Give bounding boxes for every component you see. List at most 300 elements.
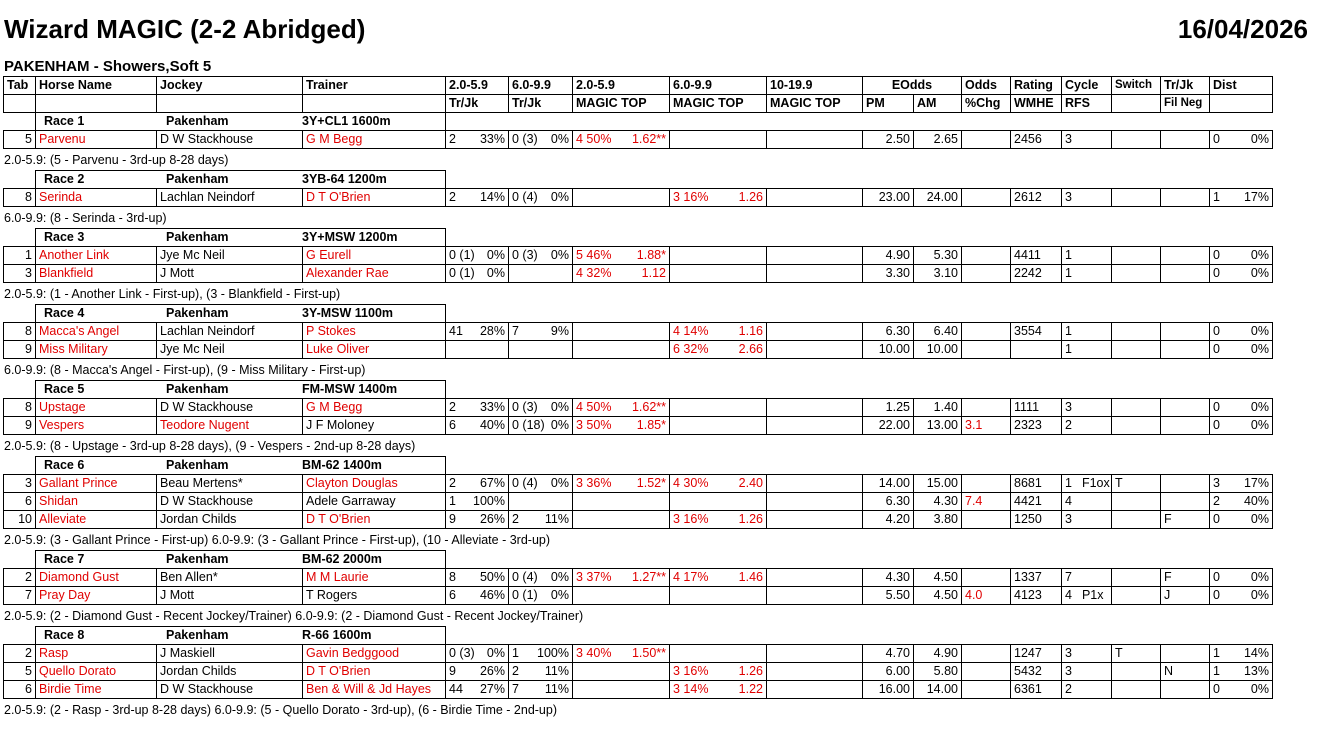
trainer-name: T Rogers xyxy=(306,588,358,602)
switch-cell xyxy=(1111,644,1161,663)
chg-cell xyxy=(961,322,1011,341)
m3-cell xyxy=(766,188,863,207)
am-odds: 4.50 xyxy=(933,570,958,584)
m3-cell xyxy=(766,130,863,149)
race-class-label: 3Y+MSW 1200m xyxy=(302,230,398,244)
pm-odds: 1.25 xyxy=(885,400,910,414)
jockey-cell xyxy=(156,662,303,681)
chg-cell xyxy=(961,492,1011,511)
fil-neg-value: F xyxy=(1164,570,1172,584)
tj2-pct: 11% xyxy=(544,664,569,678)
horse-cell xyxy=(35,680,157,699)
switch-cell xyxy=(1111,130,1161,149)
page-date: 16/04/2026 xyxy=(1177,14,1308,44)
m1-value: 1.12 xyxy=(641,266,666,280)
race-number: Race 7 xyxy=(44,552,85,566)
header-cell xyxy=(1061,94,1112,113)
tj1-pct: 26% xyxy=(479,664,505,678)
tab-number: 5 xyxy=(25,664,32,678)
fil-neg-value: N xyxy=(1164,664,1174,678)
race-number: Race 5 xyxy=(44,382,85,396)
am-cell xyxy=(913,130,962,149)
horse-cell xyxy=(35,246,157,265)
fil-neg-value: F xyxy=(1164,512,1172,526)
header-label: 10-19.9 xyxy=(770,78,813,92)
m3-rank xyxy=(770,131,810,148)
fil-cell xyxy=(1160,662,1210,681)
race-note: 2.0-5.9: (1 - Another Link - First-up), (3 - Blankfield - First-up) xyxy=(4,287,341,301)
am-odds: 4.50 xyxy=(933,588,958,602)
horse-name: Diamond Gust xyxy=(39,570,119,584)
tj1-count: 41 xyxy=(449,324,463,338)
tj2-pct: 100% xyxy=(537,646,569,660)
tj1-cell xyxy=(445,246,509,265)
tj1-pct: 28% xyxy=(479,324,505,338)
trainer-cell xyxy=(302,644,446,663)
tj1-count: 0 (1) xyxy=(449,266,475,280)
race-class-label: 3Y-MSW 1100m xyxy=(302,306,394,320)
rating-value: 6361 xyxy=(1014,682,1042,696)
m2-cell xyxy=(669,568,767,587)
tj2-count: 0 (3) xyxy=(512,132,538,146)
m1-rank: 3 40% xyxy=(576,646,612,660)
horse-cell xyxy=(35,474,157,493)
pm-odds: 6.30 xyxy=(885,494,910,508)
fil-cell xyxy=(1160,416,1210,435)
runner-row xyxy=(4,493,1273,511)
dist-pct: 0% xyxy=(1250,342,1269,356)
tj1-count: 44 xyxy=(449,682,463,696)
switch-cell xyxy=(1111,188,1161,207)
runner-row xyxy=(4,569,1273,587)
m2-cell xyxy=(669,510,767,529)
header-cell xyxy=(1209,76,1273,95)
cycle-cell xyxy=(1061,662,1112,681)
trainer-name: Gavin Bedggood xyxy=(306,646,400,660)
tj1-count: 9 xyxy=(449,512,456,526)
rating-value: 4421 xyxy=(1014,494,1042,508)
m2-rank: 6 32% xyxy=(673,342,709,356)
jockey-cell xyxy=(156,492,303,511)
m2-rank: 3 16% xyxy=(673,664,709,678)
horse-name: Miss Military xyxy=(39,342,108,356)
m1-cell xyxy=(572,264,670,283)
tab-number: 1 xyxy=(25,248,32,262)
cycle-cell xyxy=(1061,474,1112,493)
m2-cell xyxy=(669,246,767,265)
pm-odds: 16.00 xyxy=(878,682,910,696)
header-label: Tr/Jk xyxy=(449,96,479,110)
tab-number: 6 xyxy=(25,494,32,508)
tj2-cell xyxy=(508,340,573,359)
header-cell xyxy=(3,94,36,113)
trainer-cell xyxy=(302,680,446,699)
tj1-pct: 40% xyxy=(479,418,505,432)
am-odds: 24.00 xyxy=(926,190,958,204)
tj1-cell xyxy=(445,322,509,341)
am-cell xyxy=(913,188,962,207)
header-label: EOdds xyxy=(891,78,933,92)
m3-cell xyxy=(766,568,863,587)
trainer-cell xyxy=(302,340,446,359)
m1-cell xyxy=(572,340,670,359)
header-cell xyxy=(1160,94,1210,113)
m3-cell xyxy=(766,644,863,663)
tj1-count: 0 (1) xyxy=(449,248,475,262)
rating-value: 3554 xyxy=(1014,324,1042,338)
jockey-cell xyxy=(156,398,303,417)
jockey-cell xyxy=(156,680,303,699)
m3-cell xyxy=(766,586,863,605)
header-label: WMHE xyxy=(1014,96,1054,110)
header-label: Tab xyxy=(7,78,29,92)
am-odds: 15.00 xyxy=(926,476,958,490)
tj2-count: 2 xyxy=(512,512,519,526)
tj1-count: 2 xyxy=(449,132,456,146)
m2-value: 1.26 xyxy=(738,664,763,678)
race-header-spacer xyxy=(3,112,36,131)
header-label: Tr/Jk xyxy=(1164,78,1194,92)
race-note: 2.0-5.9: (5 - Parvenu - 3rd-up 8-28 days) xyxy=(4,153,229,167)
race-header-spacer xyxy=(3,170,36,189)
dist-count: 0 xyxy=(1213,570,1220,584)
race-class xyxy=(302,626,446,645)
m3-cell xyxy=(766,662,863,681)
tab-cell xyxy=(3,586,36,605)
race-venue xyxy=(156,170,303,189)
trainer-name: D T O'Brien xyxy=(306,512,371,526)
jockey-cell xyxy=(156,188,303,207)
tj1-pct: 100% xyxy=(473,494,505,508)
m3-rank xyxy=(770,645,810,662)
horse-name: Pray Day xyxy=(39,588,91,602)
rating-cell xyxy=(1010,474,1062,493)
m1-value: 1.62** xyxy=(631,400,666,414)
rfs-value: F1ox xyxy=(1081,476,1110,490)
trainer-cell xyxy=(302,130,446,149)
trainer-cell xyxy=(302,510,446,529)
header-label: Horse Name xyxy=(39,78,112,92)
m3-rank xyxy=(770,569,810,586)
fil-cell xyxy=(1160,264,1210,283)
m1-rank: 3 37% xyxy=(576,570,612,584)
header-label: Dist xyxy=(1213,78,1237,92)
pm-cell xyxy=(862,644,914,663)
race-label xyxy=(35,304,157,323)
runner-row xyxy=(4,511,1273,529)
horse-name: Macca's Angel xyxy=(39,324,120,338)
tab-number: 9 xyxy=(25,342,32,356)
tj1-pct: 50% xyxy=(479,570,505,584)
dist-cell xyxy=(1209,568,1273,587)
header-label: PM xyxy=(866,96,885,110)
m2-rank xyxy=(673,493,713,510)
tj2-pct: 0% xyxy=(550,476,569,490)
header-cell xyxy=(1160,76,1210,95)
race-class xyxy=(302,456,446,475)
m3-cell xyxy=(766,264,863,283)
race-header-spacer xyxy=(3,626,36,645)
m1-cell xyxy=(572,680,670,699)
horse-cell xyxy=(35,340,157,359)
header-cell xyxy=(669,94,767,113)
tj1-cell xyxy=(445,510,509,529)
tab-cell xyxy=(3,416,36,435)
runner-row xyxy=(4,663,1273,681)
tab-number: 8 xyxy=(25,324,32,338)
pm-odds: 5.50 xyxy=(885,588,910,602)
race-header-row xyxy=(4,627,1273,645)
m1-rank: 3 50% xyxy=(576,418,612,432)
tj2-count: 1 xyxy=(512,646,519,660)
tj2-pct: 0% xyxy=(550,400,569,414)
tab-cell xyxy=(3,188,36,207)
tj2-pct: 0% xyxy=(550,418,569,432)
m1-cell xyxy=(572,492,670,511)
chg-cell xyxy=(961,510,1011,529)
m2-rank: 3 16% xyxy=(673,512,709,526)
dist-pct: 0% xyxy=(1250,266,1269,280)
tj1-cell xyxy=(445,188,509,207)
chg-cell xyxy=(961,398,1011,417)
fil-cell xyxy=(1160,188,1210,207)
tj2-cell xyxy=(508,680,573,699)
tab-cell xyxy=(3,398,36,417)
dist-count: 1 xyxy=(1213,664,1220,678)
trainer-cell xyxy=(302,246,446,265)
tj1-pct: 46% xyxy=(479,588,505,602)
header-label: MAGIC TOP xyxy=(576,96,647,110)
tab-number: 2 xyxy=(25,646,32,660)
jockey-name: Beau Mertens* xyxy=(160,476,243,490)
race-number: Race 8 xyxy=(44,628,85,642)
jockey-name: D W Stackhouse xyxy=(160,132,254,146)
tj1-cell xyxy=(445,568,509,587)
m1-cell xyxy=(572,398,670,417)
rating-cell xyxy=(1010,680,1062,699)
m2-cell xyxy=(669,188,767,207)
chg-cell xyxy=(961,586,1011,605)
dist-cell xyxy=(1209,188,1273,207)
am-cell xyxy=(913,680,962,699)
m3-rank xyxy=(770,247,810,264)
dist-pct: 0% xyxy=(1250,248,1269,262)
runner-row xyxy=(4,189,1273,207)
m2-value: 2.40 xyxy=(738,476,763,490)
m3-rank xyxy=(770,341,810,358)
horse-name: Serinda xyxy=(39,190,83,204)
race-number: Race 3 xyxy=(44,230,85,244)
form-table xyxy=(4,77,1273,721)
fil-cell xyxy=(1160,474,1210,493)
dist-count: 0 xyxy=(1213,248,1220,262)
race-label xyxy=(35,456,157,475)
header-cell xyxy=(508,76,573,95)
race-class xyxy=(302,380,446,399)
am-cell xyxy=(913,644,962,663)
tab-cell xyxy=(3,340,36,359)
m2-rank: 3 14% xyxy=(673,682,709,696)
m2-rank: 4 14% xyxy=(673,324,709,338)
tj1-count: 2 xyxy=(449,400,456,414)
m1-cell xyxy=(572,644,670,663)
m1-cell xyxy=(572,568,670,587)
race-venue-label: Pakenham xyxy=(166,306,229,320)
m2-value: 2.66 xyxy=(738,342,763,356)
m1-cell xyxy=(572,130,670,149)
rating-cell xyxy=(1010,644,1062,663)
cycle-value: 7 xyxy=(1065,570,1072,584)
tj2-pct: 0% xyxy=(550,248,569,262)
tj2-pct: 0% xyxy=(550,588,569,602)
tab-cell xyxy=(3,568,36,587)
race-venue xyxy=(156,112,303,131)
rating-cell xyxy=(1010,322,1062,341)
pm-odds: 4.20 xyxy=(885,512,910,526)
header-cell xyxy=(862,76,962,95)
cycle-cell xyxy=(1061,586,1112,605)
am-cell xyxy=(913,474,962,493)
switch-cell xyxy=(1111,510,1161,529)
m3-rank xyxy=(770,663,810,680)
race-class xyxy=(302,304,446,323)
horse-name: Rasp xyxy=(39,646,69,660)
rating-cell xyxy=(1010,662,1062,681)
rating-cell xyxy=(1010,188,1062,207)
chg-cell xyxy=(961,130,1011,149)
cycle-cell xyxy=(1061,510,1112,529)
chg-cell xyxy=(961,246,1011,265)
rating-cell xyxy=(1010,568,1062,587)
rating-value: 5432 xyxy=(1014,664,1042,678)
header-cell xyxy=(766,94,863,113)
rating-value: 2612 xyxy=(1014,190,1042,204)
tj1-count: 6 xyxy=(449,588,456,602)
am-cell xyxy=(913,416,962,435)
cycle-cell xyxy=(1061,492,1112,511)
m1-value: 1.50** xyxy=(631,646,666,660)
m1-rank xyxy=(576,681,616,698)
tab-cell xyxy=(3,680,36,699)
header-label: Tr/Jk xyxy=(512,96,542,110)
trainer-cell xyxy=(302,586,446,605)
cycle-cell xyxy=(1061,398,1112,417)
race-note: 2.0-5.9: (3 - Gallant Prince - First-up) 6.0-9.9: (3 - Gallant Prince - First-up), (10 - Alleviate - 3rd-up) xyxy=(4,533,551,547)
race-header-row xyxy=(4,457,1273,475)
m3-cell xyxy=(766,510,863,529)
race-header-row xyxy=(4,551,1273,569)
trainer-cell xyxy=(302,568,446,587)
dist-cell xyxy=(1209,510,1273,529)
horse-cell xyxy=(35,644,157,663)
switch-cell xyxy=(1111,568,1161,587)
jockey-name: J Mott xyxy=(160,266,195,280)
switch-cell xyxy=(1111,246,1161,265)
switch-cell xyxy=(1111,492,1161,511)
trainer-name: M M Laurie xyxy=(306,570,369,584)
trainer-cell xyxy=(302,188,446,207)
chg-cell xyxy=(961,568,1011,587)
tab-number: 10 xyxy=(18,512,32,526)
m2-rank xyxy=(673,645,713,662)
pm-cell xyxy=(862,568,914,587)
runner-row xyxy=(4,587,1273,605)
m1-value: 1.27** xyxy=(631,570,666,584)
tj1-pct: 14% xyxy=(479,190,505,204)
horse-name: Gallant Prince xyxy=(39,476,118,490)
fil-cell xyxy=(1160,246,1210,265)
rating-value: 1247 xyxy=(1014,646,1042,660)
pm-cell xyxy=(862,680,914,699)
jockey-cell xyxy=(156,130,303,149)
horse-cell xyxy=(35,322,157,341)
header-cell xyxy=(445,76,509,95)
am-cell xyxy=(913,492,962,511)
horse-name: Birdie Time xyxy=(39,682,102,696)
header-cell xyxy=(862,94,914,113)
am-odds: 13.00 xyxy=(926,418,958,432)
tj2-pct: 0% xyxy=(550,570,569,584)
race-header-spacer xyxy=(3,228,36,247)
race-venue xyxy=(156,380,303,399)
pm-odds: 6.00 xyxy=(885,664,910,678)
cycle-value: 3 xyxy=(1065,664,1072,678)
tj1-count: 2 xyxy=(449,476,456,490)
horse-cell xyxy=(35,398,157,417)
rating-value: 2456 xyxy=(1014,132,1042,146)
race-venue-label: Pakenham xyxy=(166,172,229,186)
cycle-value: 3 xyxy=(1065,400,1072,414)
rating-cell xyxy=(1010,340,1062,359)
m3-cell xyxy=(766,680,863,699)
pm-odds: 14.00 xyxy=(878,476,910,490)
chg-cell xyxy=(961,188,1011,207)
tj1-pct: 0% xyxy=(486,646,505,660)
horse-name: Another Link xyxy=(39,248,110,262)
cycle-value: 3 xyxy=(1065,512,1072,526)
race-note: 2.0-5.9: (2 - Rasp - 3rd-up 8-28 days) 6.0-9.9: (5 - Quello Dorato - 3rd-up), (6 - Birdie Time - 2nd-up) xyxy=(4,703,558,717)
m1-cell xyxy=(572,416,670,435)
trainer-cell xyxy=(302,398,446,417)
dist-count: 0 xyxy=(1213,418,1220,432)
fil-cell xyxy=(1160,680,1210,699)
race-class-label: R-66 1600m xyxy=(302,628,372,642)
dist-cell xyxy=(1209,586,1273,605)
race-venue-label: Pakenham xyxy=(166,552,229,566)
race-label xyxy=(35,228,157,247)
dist-pct: 14% xyxy=(1243,646,1269,660)
tj1-cell xyxy=(445,644,509,663)
odds-change: 3.1 xyxy=(965,418,983,432)
race-header-spacer xyxy=(3,550,36,569)
dist-count: 1 xyxy=(1213,646,1220,660)
am-odds: 1.40 xyxy=(933,400,958,414)
am-cell xyxy=(913,568,962,587)
m3-rank xyxy=(770,417,810,434)
m2-cell xyxy=(669,264,767,283)
header-label: MAGIC TOP xyxy=(770,96,841,110)
pm-cell xyxy=(862,130,914,149)
header-label: Odds xyxy=(965,78,997,92)
rating-value: 8681 xyxy=(1014,476,1042,490)
tj2-cell xyxy=(508,246,573,265)
trainer-cell xyxy=(302,416,446,435)
header-label: 6.0-9.9 xyxy=(512,78,551,92)
runner-row xyxy=(4,265,1273,283)
tj1-cell xyxy=(445,586,509,605)
dist-cell xyxy=(1209,474,1273,493)
race-label xyxy=(35,170,157,189)
